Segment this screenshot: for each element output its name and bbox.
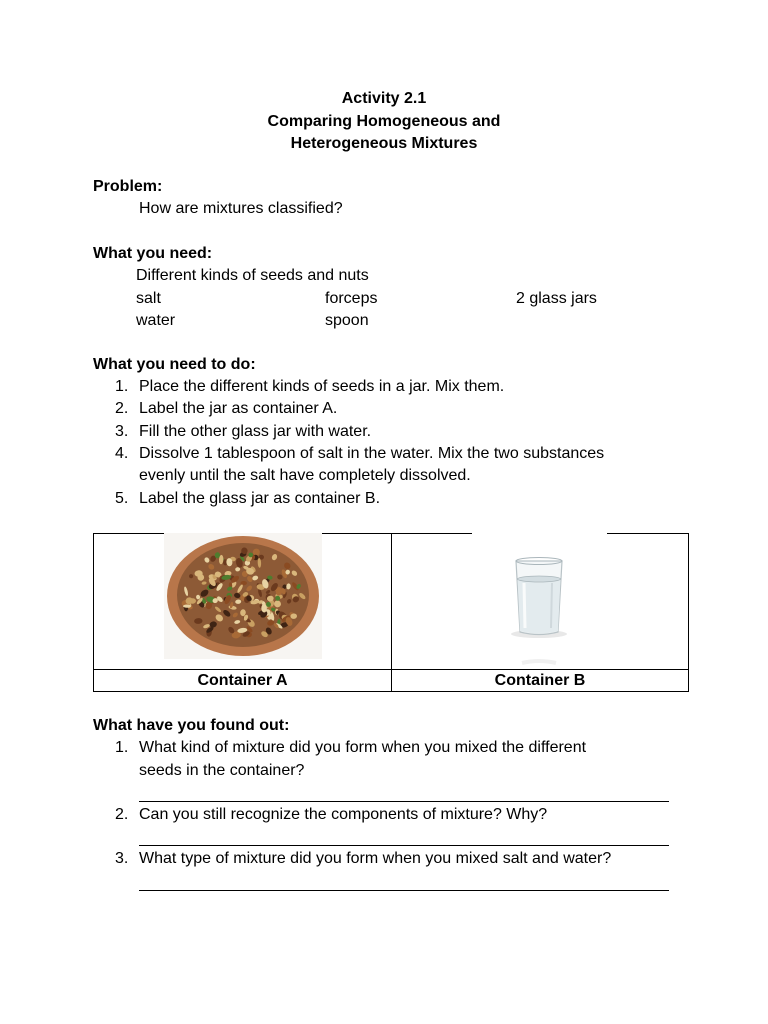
seeds-bowl-image — [164, 533, 322, 659]
question-text: What kind of mixture did you form when you mixed the different — [139, 739, 587, 756]
procedure-heading: What you need to do: — [93, 356, 256, 373]
finding-question — [115, 806, 547, 824]
question-number: 2. — [115, 806, 129, 823]
material-salt: salt — [136, 290, 161, 307]
findings-heading: What have you found out: — [93, 717, 290, 734]
activity-title — [0, 88, 768, 156]
containers-table — [93, 533, 689, 692]
water-surface — [518, 576, 561, 582]
step-text-continued: evenly until the salt have completely dissolved. — [139, 467, 471, 484]
answer-line[interactable] — [139, 845, 669, 846]
material-water: water — [136, 312, 176, 329]
finding-question — [115, 850, 611, 868]
glass-highlight — [524, 583, 525, 628]
question-text: What type of mixture did you form when you mixed salt and water? — [139, 850, 612, 867]
container-b-cell — [392, 534, 688, 669]
step-number: 1. — [115, 378, 129, 395]
seed — [183, 605, 191, 608]
seed — [241, 581, 247, 585]
question-number: 3. — [115, 850, 129, 867]
answer-line[interactable] — [139, 890, 669, 891]
step-text: Label the glass jar as container B. — [139, 490, 381, 507]
procedure-step — [115, 445, 604, 463]
procedure-step — [115, 490, 380, 508]
water-glass-image — [472, 533, 607, 667]
activity-number: Activity 2.1 — [341, 90, 427, 107]
container-a-cell — [94, 534, 392, 669]
step-text: Label the jar as container A. — [139, 400, 338, 417]
container-a-label: Container A — [94, 670, 392, 692]
materials-heading: What you need: — [93, 245, 213, 262]
answer-line[interactable] — [139, 801, 669, 802]
question-number: 1. — [115, 739, 129, 756]
title-line-3: Heterogeneous Mixtures — [290, 135, 478, 152]
material-glass-jars: 2 glass jars — [516, 290, 597, 307]
procedure-step — [115, 378, 504, 396]
materials-seeds: Different kinds of seeds and nuts — [136, 267, 369, 284]
container-b-label: Container B — [494, 672, 586, 689]
glass-reflection — [522, 661, 556, 663]
question-text: Can you still recognize the components of mixture? Why? — [139, 806, 548, 823]
title-line-2: Comparing Homogeneous and — [267, 112, 501, 130]
finding-question — [115, 739, 586, 757]
problem-heading: Problem: — [93, 178, 163, 195]
problem-text: How are mixtures classified? — [139, 200, 343, 217]
material-spoon: spoon — [325, 312, 369, 329]
procedure-step — [115, 400, 337, 418]
step-number: 4. — [115, 445, 129, 462]
procedure-step — [115, 423, 371, 441]
question-text-continued: seeds in the container? — [139, 762, 305, 779]
step-text: Fill the other glass jar with water. — [139, 423, 372, 440]
step-number: 2. — [115, 400, 129, 417]
step-number: 3. — [115, 423, 129, 440]
material-forceps: forceps — [325, 290, 378, 307]
containers-label-row — [94, 669, 688, 691]
step-number: 5. — [115, 490, 129, 507]
step-text: Dissolve 1 tablespoon of salt in the water. Mix the two substances — [139, 445, 605, 462]
step-text: Place the different kinds of seeds in a jar. Mix them. — [139, 378, 505, 395]
